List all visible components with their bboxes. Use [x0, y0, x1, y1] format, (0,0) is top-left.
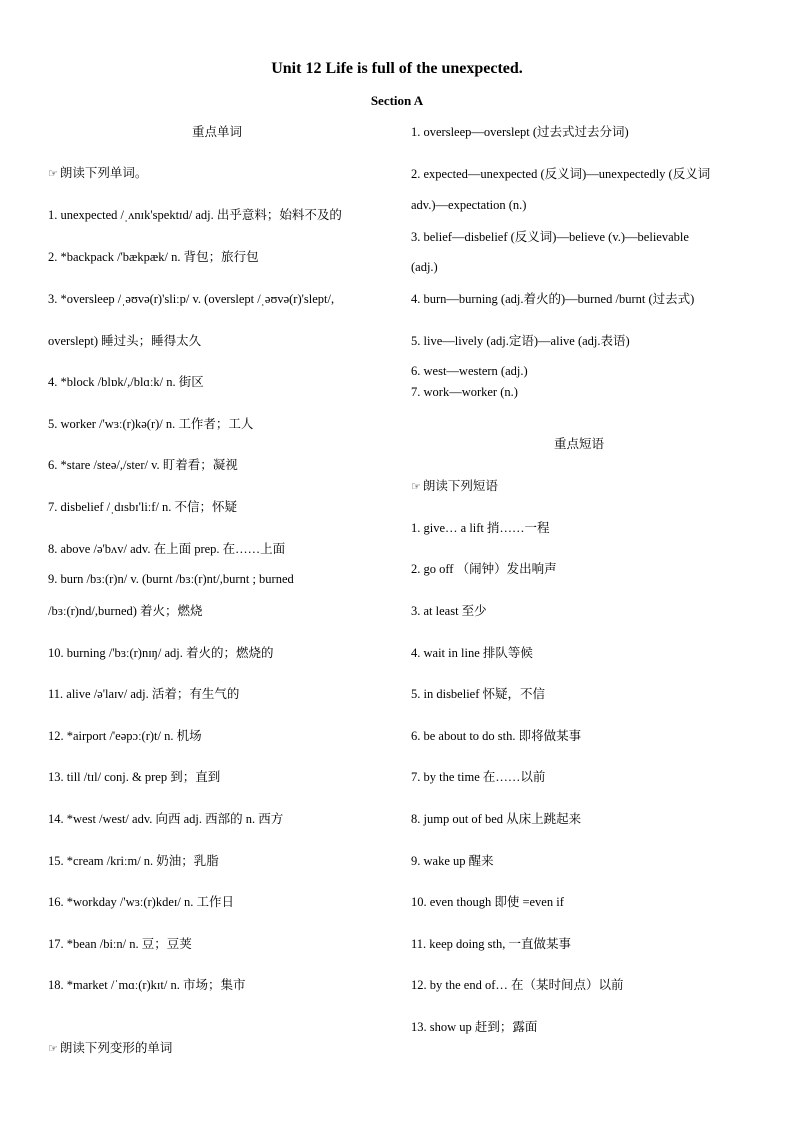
word-item: 12. *airport /'eəpɔː(r)t/ n. 机场 — [48, 729, 202, 743]
word-item: 16. *workday /'wɜː(r)kdeɪ/ n. 工作日 — [48, 895, 234, 909]
form-item-continued: adv.)—expectation (n.) — [411, 198, 527, 212]
form-item: 5. live—lively (adj.定语)—alive (adj.表语) — [411, 334, 630, 348]
phrase-item: 8. jump out of bed 从床上跳起来 — [411, 812, 582, 826]
key-words-heading: 重点单词 — [191, 125, 242, 139]
word-item: 5. worker /'wɜː(r)kə(r)/ n. 工作者；工人 — [48, 417, 254, 431]
word-item: 8. above /ə'bʌv/ adv. 在上面 prep. 在……上面 — [48, 542, 286, 556]
phrase-item: 4. wait in line 排队等候 — [411, 646, 533, 660]
phrase-item: 13. show up 赶到；露面 — [411, 1020, 538, 1034]
form-item: 3. belief—disbelief (反义词)—believe (v.)—believable — [411, 230, 689, 244]
form-item: 7. work—worker (n.) — [411, 385, 518, 399]
phrase-item: 7. by the time 在……以前 — [411, 770, 546, 784]
read-forms-instruction — [48, 1040, 172, 1057]
word-item: 7. disbelief /ˌdɪsbɪ'liːf/ n. 不信；怀疑 — [48, 500, 238, 514]
phrase-item: 2. go off （闹钟）发出响声 — [411, 562, 557, 576]
word-item-continued: overslept) 睡过头；睡得太久 — [48, 334, 202, 348]
word-item: 15. *cream /kriːm/ n. 奶油；乳脂 — [48, 854, 219, 868]
word-item: 13. till /tɪl/ conj. & prep 到；直到 — [48, 770, 221, 784]
phrase-item: 12. by the end of… 在（某时间点）以前 — [411, 978, 624, 992]
word-item: 1. unexpected /ˌʌnɪk'spektɪd/ adj. 出乎意料；始料不及的 — [48, 208, 342, 222]
pointing-hand-icon: ☞ — [411, 480, 421, 493]
instruction-text: 朗读下列变形的单词 — [59, 1041, 173, 1055]
word-item: 4. *block /blɒk/,/blɑːk/ n. 街区 — [48, 375, 204, 389]
form-item-continued: (adj.) — [411, 260, 438, 274]
form-item: 4. burn—burning (adj.着火的)—burned /burnt (过去式) — [411, 292, 695, 306]
word-item: 6. *stare /steə/,/ster/ v. 盯着看；凝视 — [48, 458, 238, 472]
word-item: 11. alive /ə'laɪv/ adj. 活着；有生气的 — [48, 687, 240, 701]
pointing-hand-icon: ☞ — [48, 1042, 58, 1055]
form-item: 1. oversleep—overslept (过去式过去分词) — [411, 125, 629, 139]
word-item: 3. *oversleep /ˌəʊvə(r)'sliːp/ v. (overslept /ˌəʊvə(r)'slept/, — [48, 292, 335, 306]
instruction-text: 朗读下列单词。 — [59, 166, 148, 180]
instruction-text: 朗读下列短语 — [422, 479, 498, 493]
phrase-item: 5. in disbelief 怀疑，不信 — [411, 687, 546, 701]
word-item: 9. burn /bɜː(r)n/ v. (burnt /bɜː(r)nt/,burnt ; burned — [48, 572, 294, 586]
phrase-item: 10. even though 即使 =even if — [411, 895, 564, 909]
form-item: 6. west—western (adj.) — [411, 364, 528, 378]
phrase-item: 3. at least 至少 — [411, 604, 487, 618]
read-phrases-instruction — [411, 478, 498, 495]
word-item: 10. burning /'bɜː(r)nɪŋ/ adj. 着火的；燃烧的 — [48, 646, 274, 660]
phrase-item: 1. give… a lift 捎……一程 — [411, 521, 550, 535]
word-item: 17. *bean /biːn/ n. 豆；豆荚 — [48, 937, 192, 951]
phrase-item: 11. keep doing sth, 一直做某事 — [411, 937, 571, 951]
word-item: 18. *market /ˈmɑː(r)kɪt/ n. 市场；集市 — [48, 978, 246, 992]
key-phrases-heading: 重点短语 — [553, 437, 604, 451]
word-item-continued: /bɜː(r)nd/,burned) 着火；燃烧 — [48, 604, 203, 618]
phrase-item: 9. wake up 醒来 — [411, 854, 494, 868]
read-words-instruction — [48, 165, 147, 182]
form-item: 2. expected—unexpected (反义词)—unexpectedly (反义词 — [411, 167, 711, 181]
right-column — [411, 0, 747, 1123]
phrase-item: 6. be about to do sth. 即将做某事 — [411, 729, 582, 743]
page-title: Unit 12 Life is full of the unexpected. — [271, 60, 523, 77]
left-column — [48, 0, 386, 1123]
word-item: 14. *west /west/ adv. 向西 adj. 西部的 n. 西方 — [48, 812, 284, 826]
section-title: Section A — [370, 93, 424, 108]
pointing-hand-icon: ☞ — [48, 167, 58, 180]
word-item: 2. *backpack /'bækpæk/ n. 背包；旅行包 — [48, 250, 259, 264]
